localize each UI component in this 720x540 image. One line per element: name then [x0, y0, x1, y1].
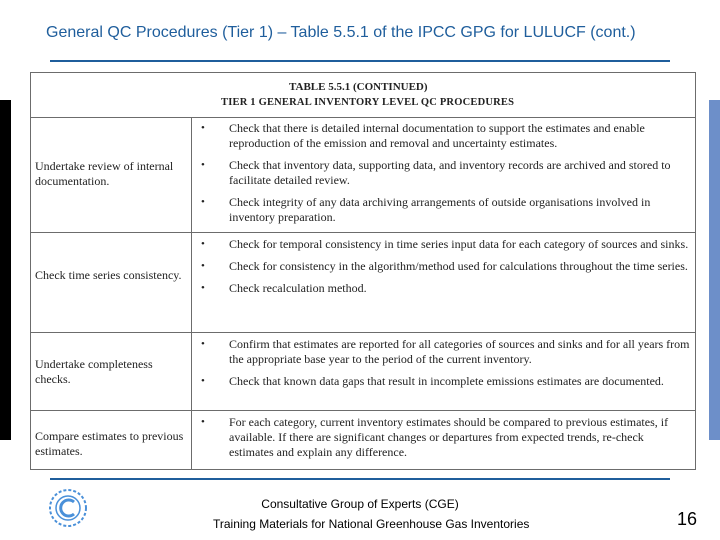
table-row-completeness: [31, 333, 695, 411]
bullet-item: [197, 195, 691, 225]
bullet-icon: •: [201, 375, 205, 387]
bullet-text: For each category, current inventory estimates should be compared to previous estimates, if available. If there are significant changes or departures from expected trends, re-check estimates and explain any difference.: [229, 415, 669, 459]
table-row-time-series: [31, 233, 695, 333]
bullet-icon: •: [201, 238, 205, 250]
bullet-list: [197, 337, 691, 396]
bullet-icon: •: [201, 282, 205, 294]
table-header: [31, 73, 695, 118]
bullet-item: [197, 337, 691, 367]
footer-subtitle: Training Materials for National Greenhouse Gas Inventories: [213, 517, 530, 531]
title-underline: [50, 60, 670, 62]
row-label: Undertake completeness checks.: [35, 357, 153, 386]
bullet-icon: •: [201, 260, 205, 272]
bullet-text: Check for consistency in the algorithm/method used for calculations throughout the time series.: [229, 259, 688, 273]
bullet-icon: •: [201, 196, 205, 208]
bullet-list: [197, 415, 691, 467]
footer-organization: Consultative Group of Experts (CGE): [261, 497, 459, 511]
bullet-item: [197, 121, 691, 151]
bullet-text: Check integrity of any data archiving arrangements of outside organisations involved in inventory preparation.: [229, 195, 651, 224]
bullet-item: [197, 237, 691, 252]
row-label: Check time series consistency.: [35, 268, 182, 282]
bullet-text: Check for temporal consistency in time series input data for each category of sources and sinks.: [229, 237, 689, 251]
right-edge-bar: [709, 100, 720, 440]
bullet-text: Check recalculation method.: [229, 281, 367, 295]
row-label: Compare estimates to previous estimates.: [35, 429, 184, 458]
bullet-icon: •: [201, 338, 205, 350]
bullet-text: Check that there is detailed internal documentation to support the estimates and enable reproduction of the emission and removal and uncertainty estimates.: [229, 121, 645, 150]
bullet-item: [197, 158, 691, 188]
bullet-item: [197, 281, 691, 296]
footer-rule: [50, 478, 670, 480]
bullet-item: [197, 374, 691, 389]
bullet-list: [197, 237, 691, 303]
bullet-list: [197, 121, 691, 232]
bullet-icon: •: [201, 416, 205, 428]
table-row-internal-documentation: [31, 117, 695, 233]
bullet-icon: •: [201, 122, 205, 134]
left-edge-bar: [0, 100, 11, 440]
row-label: Undertake review of internal documentation.: [35, 159, 174, 188]
table-caption: TABLE 5.5.1 (CONTINUED): [289, 81, 428, 93]
column-divider: [191, 333, 192, 410]
table-subcaption: TIER 1 GENERAL INVENTORY LEVEL QC PROCEDURES: [221, 97, 515, 108]
bullet-text: Check that inventory data, supporting data, and inventory records are archived and stored to facilitate detailed review.: [229, 158, 671, 187]
page-number: 16: [677, 509, 698, 529]
slide-title: General QC Procedures (Tier 1) – Table 5.5.1 of the IPCC GPG for LULUCF (cont.): [46, 24, 636, 41]
bullet-icon: •: [201, 159, 205, 171]
column-divider: [191, 117, 192, 232]
column-divider: [191, 411, 192, 469]
table-row-compare-estimates: [31, 411, 695, 469]
bullet-text: Confirm that estimates are reported for all categories of sources and sinks and for all years from the appropriate base year to the period of the current inventory.: [229, 337, 690, 366]
qc-procedures-table: [30, 72, 696, 470]
bullet-item: [197, 415, 691, 460]
column-divider: [191, 233, 192, 332]
bullet-text: Check that known data gaps that result in incomplete emissions estimates are documented.: [229, 374, 664, 388]
bullet-item: [197, 259, 691, 274]
